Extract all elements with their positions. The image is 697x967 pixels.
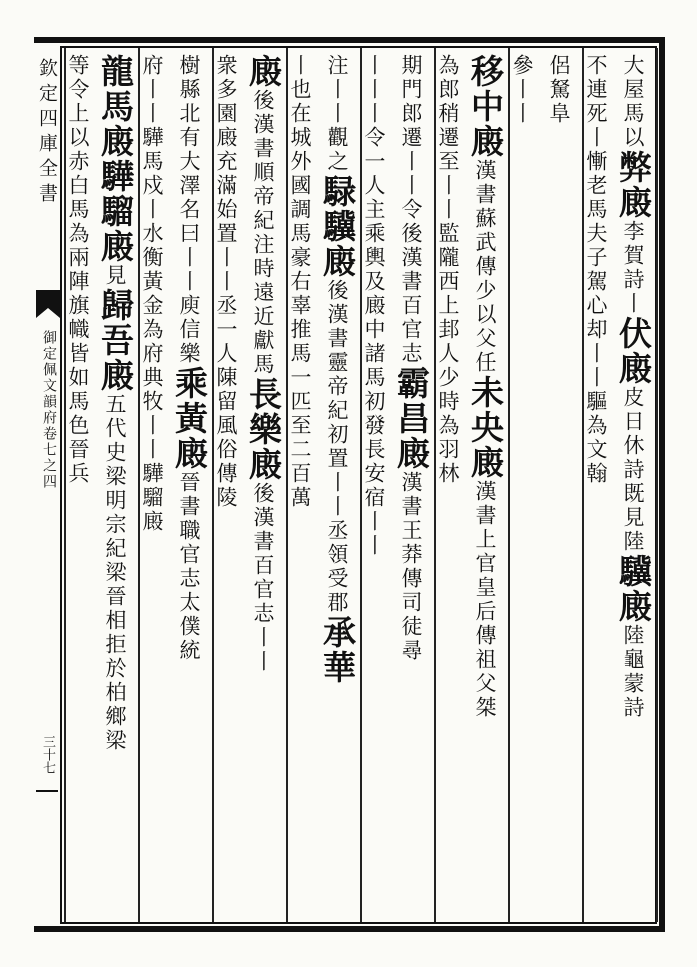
column-rule	[656, 48, 658, 922]
text-column	[60, 54, 96, 920]
annotation-text: 府丨丨驊馬戍丨水衡黃金為府	[140, 54, 164, 366]
annotation-text: 隴西上邽人少時為羽林	[436, 246, 460, 486]
annotation-text: 五代史梁明宗紀梁晉相拒於柏鄉梁	[103, 393, 127, 753]
headword: 移中廄	[466, 54, 505, 159]
annotation-text: 丞一人陳留風俗傳陵	[214, 294, 238, 510]
annotation-text: 期門郎遷丨丨令後漢書百官志	[399, 54, 423, 366]
annotation-text: 不連死	[584, 54, 608, 126]
headword: 騄驥廄	[318, 174, 357, 279]
annotation-text: 衆多園廄充滿始置丨丨	[214, 54, 238, 294]
text-column	[134, 54, 170, 920]
headword: 廄	[244, 54, 283, 89]
book-title: 欽定四庫全書	[36, 58, 58, 208]
annotation-text: 後漢書百官志丨丨	[251, 482, 275, 674]
annotation-text: 參丨丨	[510, 54, 534, 126]
gutter-divider	[36, 790, 58, 792]
page-number: 三十七	[40, 735, 55, 774]
annotation-text: 丨也在城外	[288, 54, 312, 174]
annotation-text: 丨丨丨令一人主乘輿及廄中諸馬	[362, 54, 386, 390]
text-column	[615, 54, 651, 920]
chapter-title: 御定佩文韻府卷七之四	[41, 330, 57, 490]
annotation-text: 後漢書靈帝紀初置丨丨丞領受郡	[325, 279, 349, 615]
annotation-text: 侶駑阜	[547, 54, 571, 126]
annotation-text: 後漢書順帝紀注時遠近獻馬	[251, 89, 275, 377]
headword: 承華	[318, 615, 357, 685]
annotation-text: 漢書上官皇后傳祖父桀	[473, 480, 497, 720]
annotation-text: 上	[66, 102, 90, 126]
text-column	[356, 54, 392, 920]
headword: 驥廄	[614, 554, 653, 624]
annotation-text: 皮日休詩既見陸	[621, 386, 645, 554]
annotation-text: 等令	[66, 54, 90, 102]
annotation-text: 注丨丨觀之	[325, 54, 349, 174]
text-column	[578, 54, 614, 920]
annotation-text: 晉書職官志太僕統	[177, 471, 201, 663]
annotation-text: 初發長安宿丨丨	[362, 390, 386, 558]
annotation-text: 李賀詩丨	[621, 220, 645, 316]
annotation-text: 漢書王莽傳司徒尋	[399, 471, 423, 663]
text-column	[430, 54, 466, 920]
headword: 弊廄	[614, 150, 653, 220]
text-column	[504, 54, 540, 920]
annotation-text: 陸龜蒙詩	[621, 624, 645, 720]
annotation-text: 漢書蘇武傳少以父任	[473, 159, 497, 375]
annotation-text: 樹縣北有大澤名曰丨丨	[177, 54, 201, 294]
annotation-text: 驊騮廄	[140, 462, 164, 534]
headword: 長樂廄	[244, 377, 283, 482]
headword: 乘黃廄	[170, 366, 209, 471]
headword: 霸昌廄	[392, 366, 431, 471]
text-column	[467, 54, 503, 920]
annotation-text: 夫子駕心却丨丨	[584, 222, 608, 390]
text-column	[319, 54, 355, 920]
text-column	[541, 54, 577, 920]
text-column	[208, 54, 244, 920]
annotation-text: 為郎稍遷至丨丨監	[436, 54, 460, 246]
headword: 驊騮廄	[96, 159, 135, 264]
headword: 未央廄	[466, 375, 505, 480]
fishtail-mark-icon	[36, 290, 60, 330]
headword: 歸吾廄	[96, 288, 135, 393]
annotation-text: 見	[103, 264, 127, 288]
annotation-text: 典牧丨丨	[140, 366, 164, 462]
annotation-text: 國調馬豪右辜推馬一匹至二百萬	[288, 174, 312, 510]
annotation-text: 大屋馬以	[621, 54, 645, 150]
annotation-text: 庾信樂	[177, 294, 201, 366]
text-column	[245, 54, 281, 920]
annotation-text: 丨慚老馬	[584, 126, 608, 222]
text-column	[393, 54, 429, 920]
text-column	[171, 54, 207, 920]
headword: 伏廄	[614, 316, 653, 386]
annotation-text: 以赤白馬為兩陣旗幟皆如馬色晉兵	[66, 126, 90, 486]
text-column	[282, 54, 318, 920]
annotation-text: 驅為文翰	[584, 390, 608, 486]
headword: 龍馬廄	[96, 54, 135, 159]
text-column	[97, 54, 133, 920]
